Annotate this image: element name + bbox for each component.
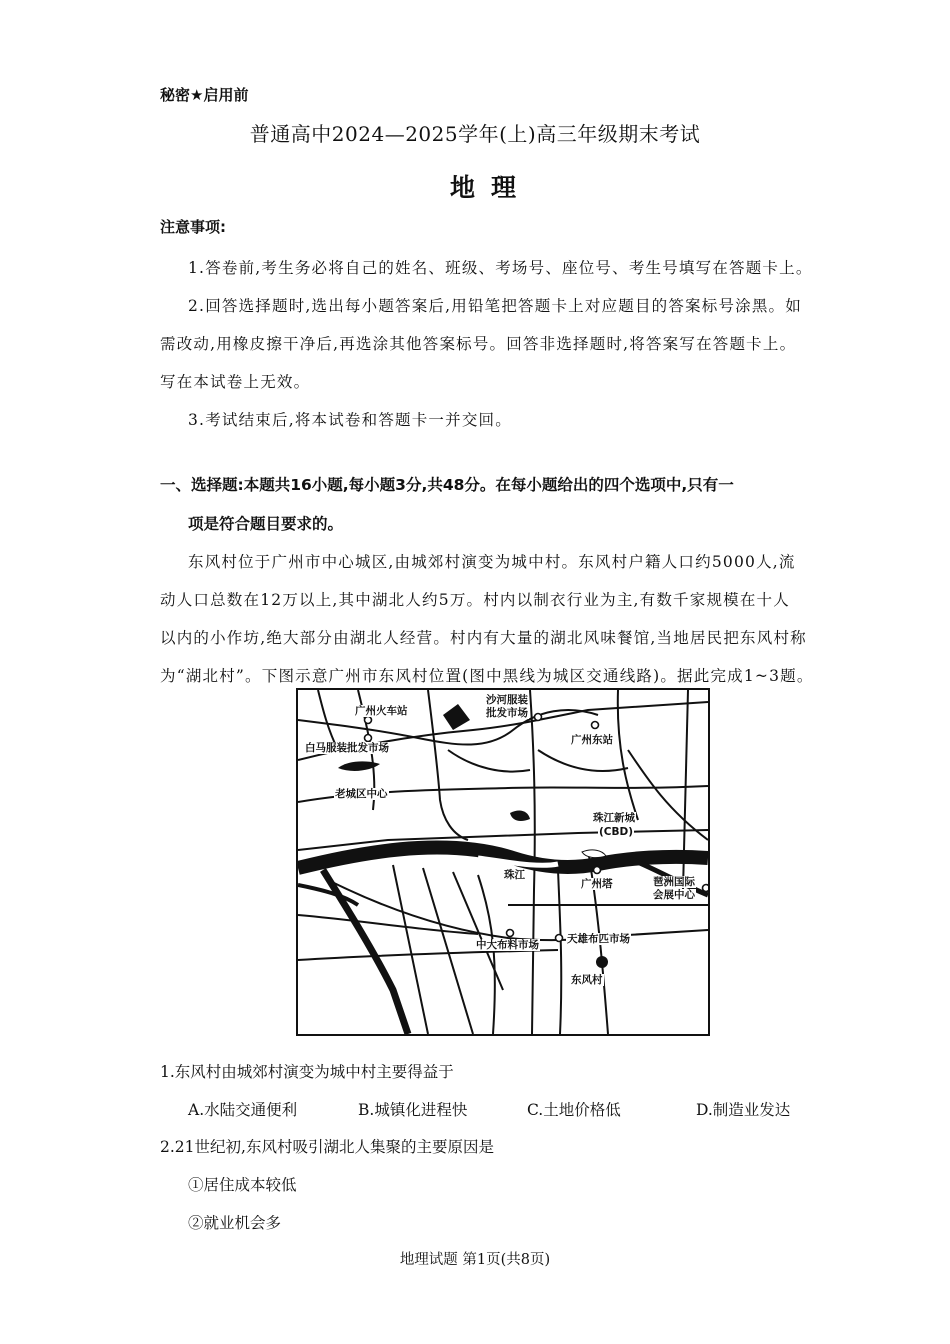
- guangzhou-map: [296, 688, 710, 1036]
- passage-line: 东风村位于广州市中心城区,由城郊村演变为城中村。东风村户籍人口约5000人,流: [188, 553, 796, 571]
- map-label-baima-market: 白马服装批发市场: [305, 742, 389, 754]
- map-label-zhujiang-newtown: 珠江新城: [593, 812, 635, 824]
- map-label-cbd: (CBD): [599, 826, 634, 838]
- map-label-guangzhou-east: 广州东站: [571, 734, 613, 746]
- question-2-item-2: ②就业机会多: [188, 1214, 282, 1232]
- dongfeng-marker: [596, 956, 608, 968]
- map-label-old-center: 老城区中心: [335, 788, 388, 800]
- map-label-guangzhou-station: 广州火车站: [355, 705, 408, 717]
- question-1-option-b: B.城镇化进程快: [358, 1101, 468, 1119]
- question-2-item-1: ①居住成本较低: [188, 1176, 297, 1194]
- map-label-expo-2: 会展中心: [653, 889, 695, 901]
- section-heading-cont: 项是符合题目要求的。: [188, 515, 344, 533]
- map-label-shahe-market: 沙河服装: [486, 694, 528, 706]
- question-1-stem: 1.东风村由城郊村演变为城中村主要得益于: [160, 1063, 454, 1081]
- notice-line: 2.回答选择题时,选出每小题答案后,用铅笔把答题卡上对应题目的答案标号涂黑。如: [188, 297, 802, 315]
- page-footer: 地理试题 第1页(共8页): [399, 1252, 551, 1268]
- map-label-zhongda-market: 中大布料市场: [476, 939, 539, 951]
- notice-heading: 注意事项:: [160, 218, 226, 236]
- notice-line: 需改动,用橡皮擦干净后,再选涂其他答案标号。回答非选择题时,将答案写在答题卡上。: [160, 335, 797, 353]
- question-2-stem: 2.21世纪初,东风村吸引湖北人集聚的主要原因是: [160, 1138, 494, 1156]
- map-label-shahe-market-2: 批发市场: [486, 707, 528, 719]
- map-label-expo: 琶洲国际: [653, 876, 695, 888]
- confidential-mark: 秘密★启用前: [160, 86, 249, 104]
- passage-line: 为“湖北村”。下图示意广州市东风村位置(图中黑线为城区交通线路)。据此完成1~3题。: [160, 667, 814, 685]
- section-heading: 一、选择题:本题共16小题,每小题3分,共48分。在每小题给出的四个选项中,只有一: [160, 476, 734, 494]
- map-label-tianwei-market: 天雄布匹市场: [567, 933, 630, 945]
- passage-line: 动人口总数在12万以上,其中湖北人约5万。村内以制衣行业为主,有数千家规模在十人: [160, 591, 790, 609]
- subject-title: 地理: [449, 173, 532, 202]
- map-label-pearl-river: 珠江: [504, 869, 525, 881]
- question-1-option-c: C.土地价格低: [527, 1101, 621, 1119]
- notice-line: 3.考试结束后,将本试卷和答题卡一并交回。: [188, 411, 512, 429]
- notice-line: 写在本试卷上无效。: [160, 373, 311, 391]
- question-1-option-a: A.水陆交通便利: [188, 1101, 298, 1119]
- question-1-option-d: D.制造业发达: [696, 1101, 791, 1119]
- map-label-dongfeng: 东风村: [571, 974, 603, 986]
- map-label-canton-tower: 广州塔: [581, 878, 613, 890]
- passage-line: 以内的小作坊,绝大部分由湖北人经营。村内有大量的湖北风味餐馆,当地居民把东风村称: [160, 629, 807, 647]
- notice-line: 1.答卷前,考生务必将自己的姓名、班级、考场号、座位号、考生号填写在答题卡上。: [188, 259, 813, 277]
- exam-title: 普通高中2024—2025学年(上)高三年级期末考试: [249, 122, 701, 146]
